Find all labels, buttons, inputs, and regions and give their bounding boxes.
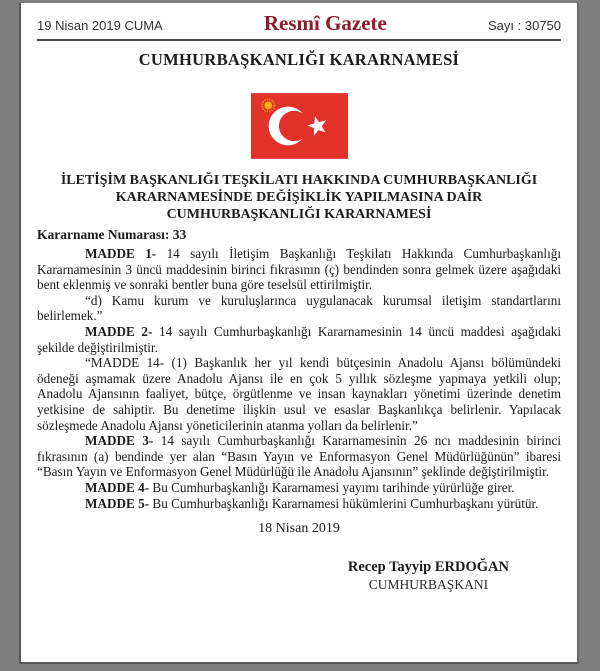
decree-title-line-2: KARARNAMESİNDE DEĞİŞİKLİK YAPILMASINA DAİR (115, 190, 483, 205)
decree-body (37, 246, 561, 511)
section-heading: CUMHURBAŞKANLIĞI KARARNAMESİ (138, 50, 460, 69)
signatory-title: CUMHURBAŞKANI (368, 577, 489, 593)
article-3 (37, 433, 561, 480)
gazette-title: Resmî Gazete (263, 11, 387, 35)
issue-number: Sayı : 30750 (487, 18, 561, 33)
gazette-page (19, 3, 579, 664)
article-5-text: Bu Cumhurbaşkanlığı Kararnamesi hükümlerini Cumhurbaşkanı yürütür. (149, 495, 539, 511)
decree-title-line-1: İLETİŞİM BAŞKANLIĞI TEŞKİLATI HAKKINDA CUMHURBAŞKANLIĞI (60, 173, 538, 188)
article-4-text: Bu Cumhurbaşkanlığı Kararnamesi yayımı tarihinde yürürlüğe girer. (149, 479, 515, 495)
article-5 (37, 496, 561, 512)
article-5-lead: MADDE 5- (85, 495, 150, 511)
decree-title-line-3: CUMHURBAŞKANLIĞI KARARNAMESİ (166, 207, 432, 222)
article-3-text: 14 sayılı Cumhurbaşkanlığı Kararnamesinin 26 ncı maddesinin birinci fıkrasının (a) bendinde yer alan “Basın Yayın ve Enformasyon Genel Müdürlüğünün” ibaresi “Basın Yayın ve Enformasyon Genel Müdürlüğü ile Anadolu Ajansının” şeklinde değiştirilmiştir. (37, 433, 561, 480)
article-4-lead: MADDE 4- (85, 479, 150, 495)
signatory-name: Recep Tayyip ERDOĞAN (347, 559, 509, 576)
article-3-lead: MADDE 3- (85, 433, 154, 449)
article-1-lead: MADDE 1- (85, 246, 157, 261)
decree-title (37, 172, 561, 223)
article-1-quote-text: “d) Kamu kurum ve kuruluşlarınca uygulanacak kurumsal iletişim standartlarını belirlemek.” (37, 292, 561, 324)
article-1-quote (37, 293, 561, 324)
article-1 (37, 246, 561, 293)
flag-container (37, 93, 561, 159)
article-2-quote-text: “MADDE 14- (1) Başkanlık her yıl kendi bütçesinin Anadolu Ajansı bölümündeki ödeneği aşmamak üzere Anadolu Ajansı ile en çok 5 yıllık sözleşme yapmaya yetkili olup; Anadolu Ajansının faaliyet, bütçe, örgütlenme ve insan kaynakları yönetimi üzerinde denetim yetkisine de sahiptir. Bu denetime ilişkin usul ve esaslar Başkanlıkça belirlenir. Yapılacak sözleşmede Anadolu Ajansı yöneticilerinin atanma yolları da belirlenir.” (37, 355, 561, 433)
article-1-text: 14 sayılı İletişim Başkanlığı Teşkilatı Hakkında Cumhurbaşkanlığı Kararnamesinin 3 üncü maddesinin birinci fıkrasının (ç) bendinden sonra gelmek üzere aşağıdaki bent eklenmiş ve sonraki bentler buna göre teselsül ettirilmiştir. (37, 246, 561, 293)
masthead (37, 3, 561, 36)
publication-date: 19 Nisan 2019 CUMA (37, 18, 163, 33)
article-2-text: 14 sayılı Cumhurbaşkanlığı Kararnamesinin 14 üncü maddesi aşağıdaki şekilde değiştirilmiştir. (37, 323, 561, 355)
article-4 (37, 480, 561, 496)
decree-number: Kararname Numarası: 33 (37, 227, 187, 242)
article-2 (37, 324, 561, 355)
masthead-divider (37, 39, 561, 41)
decree-date: 18 Nisan 2019 (258, 521, 340, 537)
turkish-flag-icon (251, 93, 348, 159)
article-2-quote (37, 355, 561, 433)
signature-block (348, 558, 509, 593)
article-2-lead: MADDE 2- (85, 323, 153, 339)
